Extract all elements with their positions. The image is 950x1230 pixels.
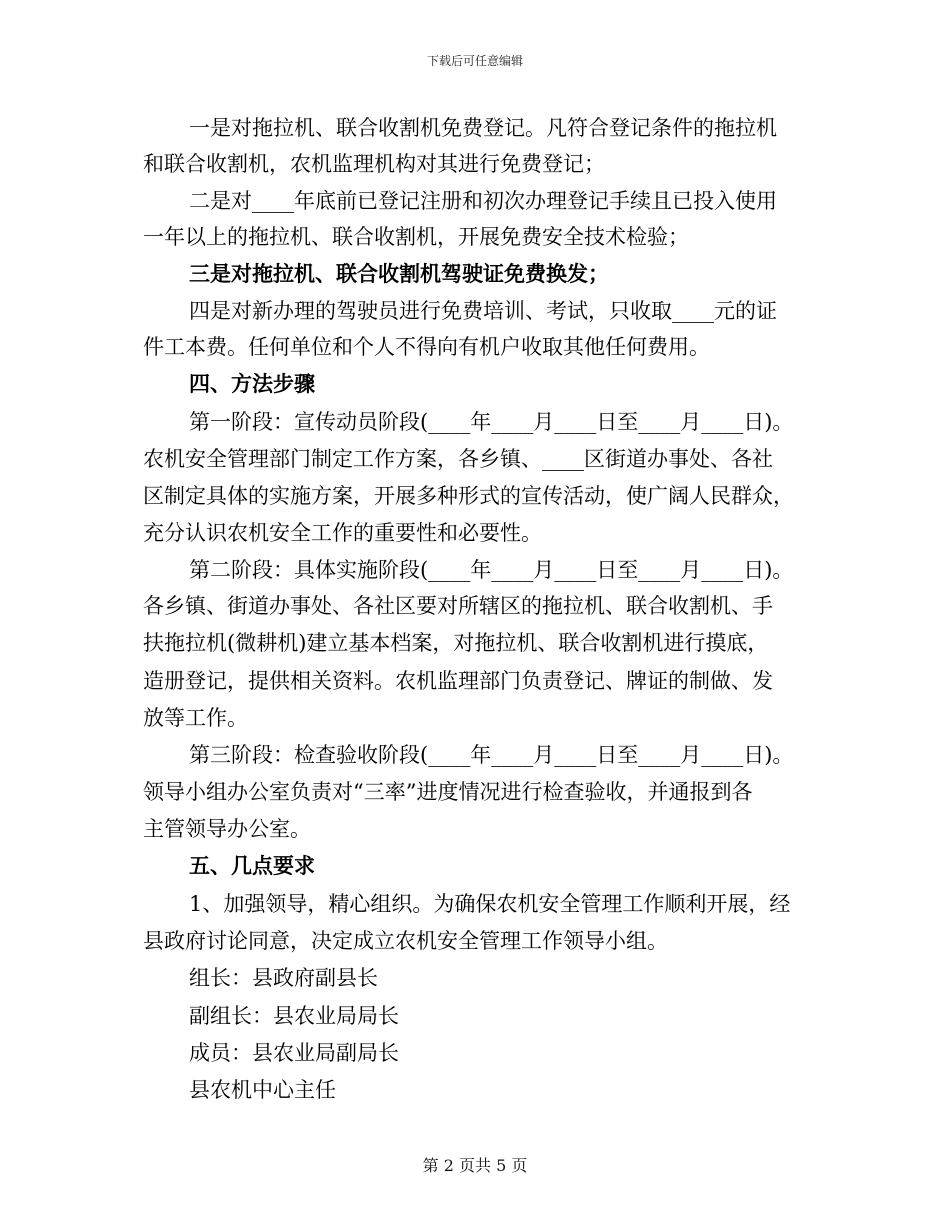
paragraph-line: 第一阶段：宣传动员阶段(____年____月____日至____月____日)。 (189, 410, 794, 434)
paragraph-line: 1、加强领导，精心组织。为确保农机安全管理工作顺利开展，经 (189, 892, 791, 916)
paragraph-line: 组长：县政府副县长 (189, 966, 378, 990)
page-header: 下载后可任意编辑 (426, 54, 523, 68)
paragraph-line: 成员：县农业局副局长 (189, 1041, 399, 1065)
paragraph-line: 二是对____年底前已登记注册和初次办理登记手续且已投入使用 (189, 189, 777, 213)
paragraph-line: 件工本费。任何单位和个人不得向有机户收取其他任何费用。 (143, 335, 710, 359)
paragraph-line: 一年以上的拖拉机、联合收割机，开展免费安全技术检验； (143, 225, 689, 249)
paragraph-line: 一是对拖拉机、联合收割机免费登记。凡符合登记条件的拖拉机 (189, 116, 777, 140)
paragraph-line: 主管领导办公室。 (143, 817, 311, 841)
paragraph-line: 县农机中心主任 (189, 1078, 336, 1102)
paragraph-line: 第三阶段：检查验收阶段(____年____月____日至____月____日)。 (189, 743, 794, 767)
paragraph-line: 县政府讨论同意，决定成立农机安全管理工作领导小组。 (143, 929, 668, 953)
paragraph-line: 第二阶段：具体实施阶段(____年____月____日至____月____日)。 (189, 558, 794, 582)
paragraph-line: 副组长：县农业局局长 (189, 1004, 399, 1028)
bold-paragraph-line: 三是对拖拉机、联合收割机驾驶证免费换发； (189, 261, 609, 286)
paragraph-line: 和联合收割机，农机监理机构对其进行免费登记； (143, 152, 605, 176)
paragraph-line: 扶拖拉机(微耕机)建立基本档案，对拖拉机、联合收割机进行摸底， (143, 631, 769, 655)
section-heading: 五、几点要求 (189, 853, 315, 878)
paragraph-line: 充分认识农机安全工作的重要性和必要性。 (143, 521, 542, 545)
paragraph-line: 各乡镇、街道办事处、各社区要对所辖区的拖拉机、联合收割机、手 (143, 594, 773, 618)
paragraph-line: 农机安全管理部门制定工作方案，各乡镇、____区街道办事处、各社 (143, 447, 773, 471)
paragraph-line: 造册登记，提供相关资料。农机监理部门负责登记、牌证的制做、发 (143, 669, 773, 693)
paragraph-line: 四是对新办理的驾驶员进行免费培训、考试，只收取____元的证 (189, 299, 777, 323)
paragraph-line: 领导小组办公室负责对“三率”进度情况进行检查验收，并通报到各 (143, 780, 753, 804)
paragraph-line: 区制定具体的实施方案，开展多种形式的宣传活动，使广阔人民群众， (143, 484, 794, 508)
page-footer: 第 2 页共 5 页 (422, 1156, 528, 1175)
paragraph-line: 放等工作。 (143, 706, 248, 730)
section-heading: 四、方法步骤 (189, 371, 315, 396)
